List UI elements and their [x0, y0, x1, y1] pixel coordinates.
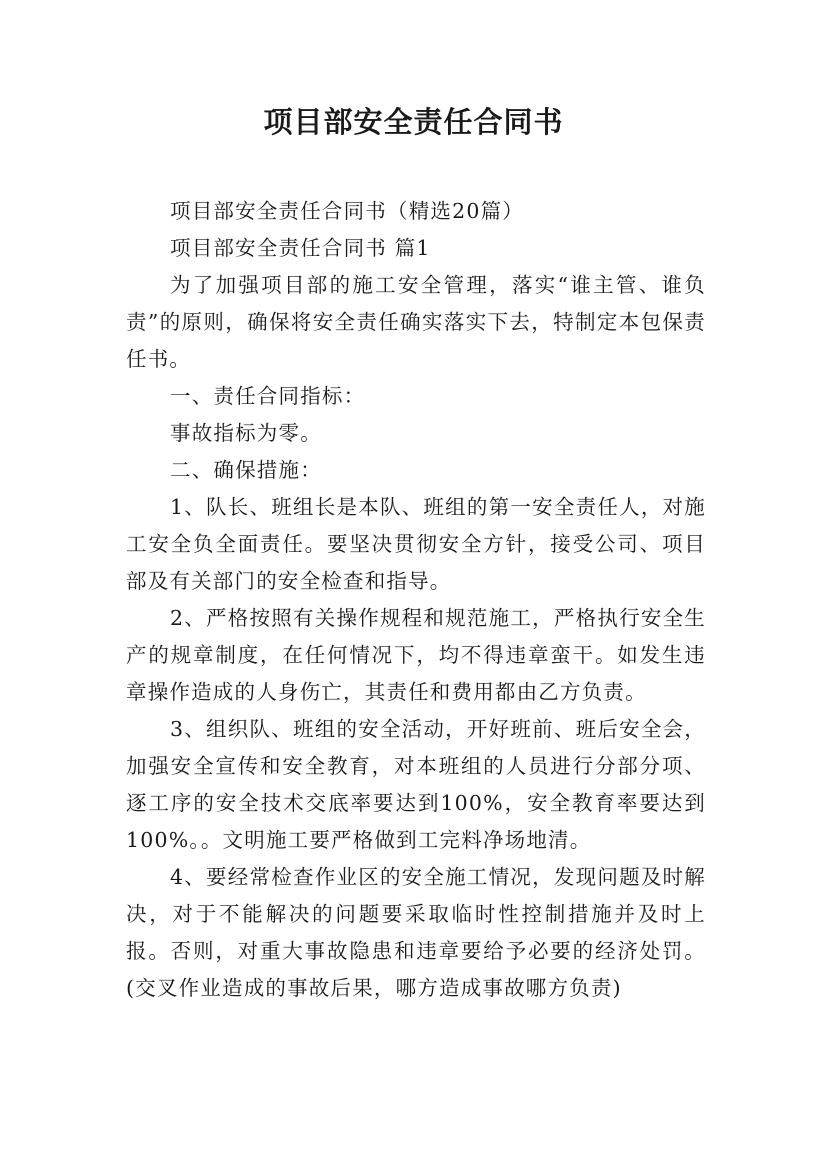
paragraph-measure-1: 1、队长、班组长是本队、班组的第一安全责任人，对施工安全负全面责任。要坚决贯彻安全方针，接受公司、项目部及有关部门的安全检查和指导。 — [126, 495, 706, 593]
paragraph-heading-measures: 二、确保措施： — [170, 458, 322, 482]
paragraph-intro: 为了加强项目部的施工安全管理，落实“谁主管、谁负责”的原则，确保将安全责任确实落实下去，特制定本包保责任书。 — [126, 273, 706, 371]
paragraph-measure-4: 4、要经常检查作业区的安全施工情况，发现问题及时解决，对于不能解决的问题要采取临时性控制措施并及时上报。否则，对重大事故隐患和违章要给予必要的经济处罚。(交叉作业造成的事故后果，哪方造成事故哪方负责) — [126, 865, 706, 1000]
paragraph-measure-2: 2、严格按照有关操作规程和规范施工，严格执行安全生产的规章制度，在任何情况下，均不得违章蛮干。如发生违章操作造成的人身伤亡，其责任和费用都由乙方负责。 — [126, 606, 706, 704]
paragraph-indicator-value: 事故指标为零。 — [170, 421, 322, 445]
paragraph-section-heading: 项目部安全责任合同书 篇1 — [170, 236, 431, 260]
document-title: 项目部安全责任合同书 — [263, 105, 564, 139]
paragraph-measure-3: 3、组织队、班组的安全活动，开好班前、班后安全会，加强安全宣传和安全教育，对本班组的人员进行分部分项、逐工序的安全技术交底率要达到100%，安全教育率要达到100%。。文明施工要严格做到工完料净场地清。 — [126, 717, 706, 852]
paragraph-subtitle: 项目部安全责任合同书（精选20篇） — [170, 199, 524, 223]
paragraph-heading-indicators: 一、责任合同指标： — [170, 384, 366, 408]
document-body — [126, 193, 706, 1007]
